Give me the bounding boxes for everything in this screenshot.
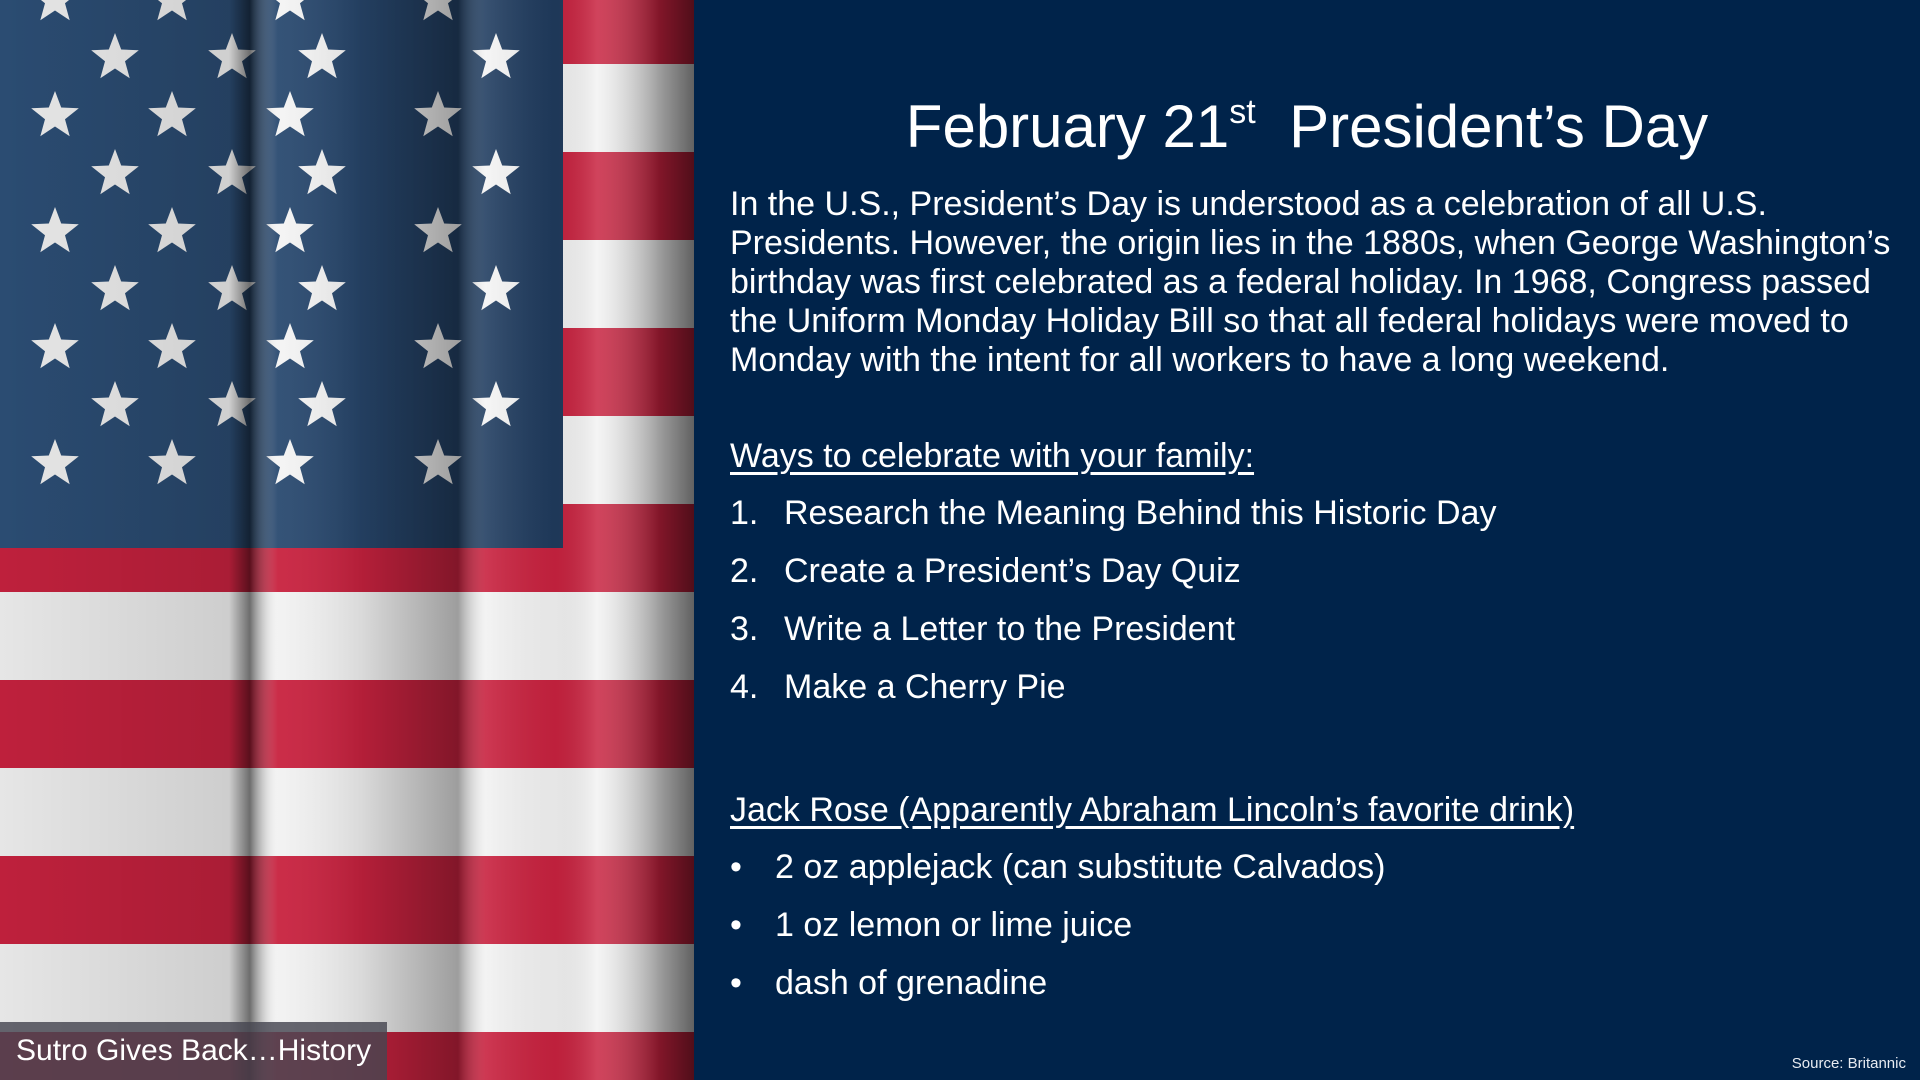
list-item	[730, 964, 1385, 1022]
source-credit: Source: Britannic	[1791, 1055, 1906, 1072]
content-panel	[694, 0, 1920, 1080]
list-item	[730, 610, 1496, 668]
flag-fold-shading	[0, 0, 694, 1080]
flag-graphic	[0, 0, 694, 1080]
title-ordinal: st	[1229, 93, 1256, 132]
american-flag-image	[0, 0, 694, 1080]
title-date: February 21	[905, 93, 1230, 161]
recipe-list	[730, 848, 1385, 1022]
list-item-text: 2 oz applejack (can substitute Calvados)	[775, 848, 1386, 886]
list-item-text: Make a Cherry Pie	[784, 668, 1066, 706]
ways-heading: Ways to celebrate with your family:	[730, 437, 1255, 475]
bullet-icon: •	[730, 964, 742, 1002]
intro-paragraph: In the U.S., President’s Day is understood as a celebration of all U.S. Presidents. However, the origin lies in the 1880s, when George Washington’s birthday was first celebrated as a federal holiday. In 1968, Congress passed the Uniform Monday Holiday Bill so that all federal holidays were moved to Monday with the intent for all workers to have a long weekend.	[730, 185, 1891, 379]
list-item-text: Create a President’s Day Quiz	[784, 552, 1241, 590]
list-item	[730, 848, 1385, 906]
list-number: 4.	[730, 668, 759, 706]
recipe-heading: Jack Rose (Apparently Abraham Lincoln’s favorite drink)	[730, 791, 1575, 829]
list-number: 3.	[730, 610, 759, 648]
footer-label: Sutro Gives Back…History	[0, 1022, 387, 1080]
list-number: 1.	[730, 494, 759, 532]
title-holiday: President’s Day	[1289, 93, 1709, 161]
list-number: 2.	[730, 552, 759, 590]
bullet-icon: •	[730, 848, 742, 886]
list-item	[730, 668, 1496, 726]
list-item-text: Write a Letter to the President	[784, 610, 1236, 648]
list-item	[730, 906, 1385, 964]
list-item	[730, 552, 1496, 610]
slide-title	[694, 92, 1920, 162]
list-item	[730, 494, 1496, 552]
list-item-text: Research the Meaning Behind this Historic Day	[784, 494, 1497, 532]
bullet-icon: •	[730, 906, 742, 944]
list-item-text: 1 oz lemon or lime juice	[775, 906, 1133, 944]
ways-list	[730, 494, 1496, 726]
list-item-text: dash of grenadine	[775, 964, 1048, 1002]
